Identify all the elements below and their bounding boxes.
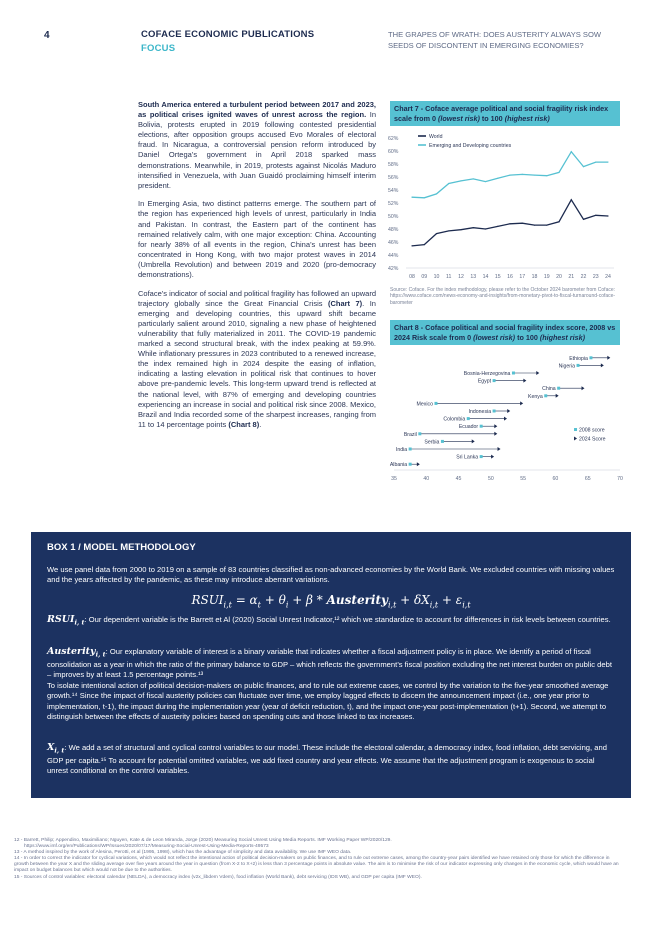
methodology-box — [31, 532, 631, 798]
y-tick-label: 42% — [388, 266, 399, 272]
x-tick-label: 11 — [446, 274, 452, 280]
marker-2024 — [581, 386, 584, 390]
marker-2008 — [512, 372, 515, 375]
paragraph-3-text-a: Coface’s indicator of social and political fragility has followed an upward trajectory globally since the Great Financial Crisis — [138, 288, 376, 308]
chart7-caption — [390, 101, 620, 126]
series-line-world — [412, 200, 608, 246]
data-point — [571, 199, 572, 200]
country-label: India — [395, 447, 408, 453]
data-point — [546, 175, 547, 176]
x-tick-label: 08 — [409, 274, 415, 280]
marker-2008 — [493, 379, 496, 382]
country-label: Serbia — [424, 439, 440, 446]
legend-label: World — [429, 134, 443, 140]
marker-2008 — [409, 463, 412, 466]
austerity-text-b: To isolate intentional action of political decision-makers on public finances, and to rule out extreme cases, we control by the variation to the five-year smoothed average growth.¹⁴ Since the impact of fiscal austerity policies can fluctuate over time, we employ lagged effects to discern the announcement impact (i.e., one year prior to implementation, t-1), the impact during the implementation year (year of deficit reduction, t), and the impact one-year post-implementation (t+1). Second, we attempt to distinguish between the effects of austerity policies based on spending cuts and those linked to tax increases. — [47, 680, 609, 721]
country-label: Ecuador — [458, 424, 479, 431]
paragraph-1-lead: South America entered a turbulent period between 2017 and 2023, as political crises ignited waves of unrest across the region. — [138, 100, 376, 120]
x-tick-label: 17 — [519, 274, 526, 280]
data-point — [546, 225, 547, 226]
x-tick-label: 12 — [458, 274, 464, 280]
x-tick-label: 55 — [520, 476, 527, 482]
x-tick-label: 20 — [556, 274, 562, 280]
data-point — [424, 244, 425, 245]
footnote-14: 14 - In order to correct the indicator for cyclical variations, which would not reflect the intentional action of political decision-makers on public finances, and to rule out extreme cases, among the country-year pairs identified we have retained only those for which the difference in growth between the year X and the sliding average over five years around the year in question (from X-2 to X+2) is less than 3 percentage points in absolute value. The aim is to minimise the risk of our indicator expressing only changes in the economic cycle, which would have an impact on budget balances but which would not be due to the authorities. — [14, 856, 619, 874]
country-label: Kenya — [528, 393, 543, 400]
country-label: Albania — [389, 462, 408, 469]
marker-2008 — [544, 394, 547, 397]
y-tick-label: 58% — [388, 162, 399, 168]
data-point — [411, 245, 412, 246]
model-equation: $RSUI_{i,t} = \alpha_t + \theta_i + \beta$ * Austerity$_{i,t}$ + $\delta X_{i,t} + \varepsilon_{i,t}$ — [191, 593, 471, 610]
x-tick-label: 13 — [470, 274, 477, 280]
country-label: Mexico — [416, 401, 433, 408]
publication-title: COFACE ECONOMIC PUBLICATIONS — [141, 29, 315, 40]
legend-label-2008: 2008 score — [579, 427, 605, 434]
data-point — [509, 174, 510, 175]
y-tick-label: 54% — [388, 188, 399, 194]
y-tick-label: 50% — [388, 214, 399, 220]
legend-label-2024: 2024 Score — [579, 436, 606, 443]
chart7-caption-low: (lowest risk) — [437, 113, 480, 123]
rsui-subscript: i, t — [74, 618, 85, 627]
chart8-dot-chart — [388, 348, 628, 484]
marker-2024 — [523, 379, 526, 383]
marker-2024 — [494, 424, 497, 428]
data-point — [473, 178, 474, 179]
paragraph-2: In Emerging Asia, two distinct patterns emerge. The southern part of the region has experienced high levels of unrest, particularly in India and Pakistan. In contrast, the Eastern part of the continent has remained relatively calm, with one major exception: China. Accounting for nearly 38% of all events in the region, China’s unrest has been concentrated in Hong Kong, with two major protest waves in 2014 (Umbrella Revolution) and between 2019 and 2020 (pro-democracy demonstrations). — [138, 199, 376, 279]
y-tick-label: 46% — [388, 240, 399, 246]
y-tick-label: 62% — [388, 136, 399, 142]
data-point — [571, 151, 572, 152]
x-tick-label: 24 — [605, 274, 611, 280]
y-tick-label: 44% — [388, 253, 399, 259]
controls-text: : We add a set of structural and cyclical control variables to our model. These include the electoral calendar, a democracy index, food inflation, debt servicing, and GDP per capita.¹⁵ To account for potential omitted variables, we add fixed country and year effects. We assume that the adjustment program is exogenous to social unrest conditional on the control variables. — [47, 743, 607, 776]
data-point — [509, 223, 510, 224]
data-point — [460, 229, 461, 230]
chart8-caption-low: (lowest risk) — [473, 332, 516, 342]
marker-2024 — [494, 432, 497, 436]
data-point — [485, 181, 486, 182]
footnote-15: 15 - Sources of control variables: electoral calendar (NELDA), a democracy index (v2x_libdem Vdem), food inflation (World Bank), debt servicing (IDS WB), and GDP per capita (IMF WEO). — [14, 874, 422, 880]
y-tick-label: 56% — [388, 175, 399, 181]
x-subscript: i, t — [54, 746, 65, 755]
page-number: 4 — [44, 30, 50, 41]
x-tick-label: 19 — [543, 274, 550, 280]
data-point — [595, 215, 596, 216]
austerity-variable: Austerity — [47, 646, 96, 657]
x-tick-label: 45 — [455, 476, 462, 482]
data-point — [436, 193, 437, 194]
data-point — [497, 226, 498, 227]
data-point — [411, 197, 412, 198]
y-tick-label: 52% — [388, 201, 399, 207]
chart7-caption-high: (highest risk) — [504, 113, 550, 123]
data-point — [460, 180, 461, 181]
country-label: Sri Lanka — [456, 454, 479, 461]
data-point — [607, 215, 608, 216]
data-point — [448, 230, 449, 231]
chart7-ref: (Chart 7) — [327, 298, 363, 308]
controls-definition — [47, 743, 615, 777]
marker-2024 — [520, 401, 523, 405]
marker-2008 — [434, 402, 437, 405]
section-label: FOCUS — [141, 43, 176, 54]
data-point — [583, 166, 584, 167]
x-tick-label: 22 — [580, 274, 587, 280]
x-tick-label: 35 — [391, 476, 397, 482]
marker-2008 — [480, 455, 483, 458]
data-point — [424, 197, 425, 198]
x-tick-label: 14 — [482, 274, 489, 280]
y-tick-label: 48% — [388, 227, 399, 233]
paragraph-1-text: In Bolivia, protests erupted in 2019 following contested presidential elections, after opposition groups accused Evo Morales of electoral fraud. In Nicaragua, a controversial pension reform introduced by Daniel Ortega’s government in April 2018 sparked mass demonstrations. Meanwhile, in 2019, protests against Nicolás Maduro intensified in Venezuela, with Juan Guaidó proclaiming himself interim president. — [138, 110, 376, 190]
marker-2008 — [409, 448, 412, 451]
x-tick-label: 50 — [487, 476, 494, 482]
country-label: Brazil — [403, 431, 417, 438]
marker-2024 — [417, 462, 420, 466]
marker-2024 — [491, 455, 494, 459]
legend-label: Emerging and Developing countries — [429, 143, 512, 149]
x-tick-label: 40 — [423, 476, 430, 482]
marker-2008 — [441, 440, 444, 443]
paragraph-3-text-c: . — [259, 419, 262, 429]
chart8-caption — [390, 320, 620, 345]
country-label: China — [542, 386, 556, 393]
marker-2024 — [504, 417, 507, 421]
chart8-caption-mid: to 100 — [515, 332, 540, 342]
paragraph-3 — [138, 289, 376, 430]
marker-2024 — [536, 371, 539, 375]
y-tick-label: 60% — [388, 149, 399, 155]
x-tick-label: 70 — [617, 476, 623, 482]
data-point — [485, 228, 486, 229]
x-tick-label: 23 — [592, 274, 599, 280]
footnote-12: 12 - Barrett, Philip; Appendino, Maximiliano; Nguyen, Kate & de Leon Miranda, Jorge (2020) Measuring Social Unrest Using Media Reports. IMF Working Paper WP/2020/129. — [14, 838, 392, 843]
footnote-13: 13 - A method inspired by the work of Alesina, Perotti, et al (1995, 1998), which has the advantage of simplicity and data availability. We use IMF WEO data. — [14, 850, 352, 856]
article-title: THE GRAPES OF WRATH: DOES AUSTERITY ALWAYS SOW SEEDS OF DISCONTENT IN EMERGING ECONOMIES? — [388, 30, 602, 50]
x-tick-label: 21 — [568, 274, 575, 280]
x-tick-label: 16 — [507, 274, 513, 280]
box-title: BOX 1 / MODEL METHODOLOGY — [47, 542, 196, 553]
chart8-caption-text: Chart 8 - Coface political and social fragility index score, 2008 vs 2024 Risk scale from 0 — [394, 323, 616, 342]
x-tick-label: 60 — [552, 476, 559, 482]
legend-swatch-2008 — [574, 428, 577, 431]
body-text — [138, 100, 376, 438]
data-point — [595, 161, 596, 162]
chart7-source: Source: Coface. For the index methodology, please refer to the October 2024 barometer from Coface: https://www.coface.com/news-economy-and-insights/from-monetary-pivot-to-fiscal-turnaround-coface-barometer — [390, 287, 616, 306]
x-tick-label: 15 — [494, 274, 501, 280]
x-variable: X — [47, 742, 55, 753]
marker-2008 — [493, 410, 496, 413]
marker-2008 — [467, 417, 470, 420]
footnotes — [14, 838, 624, 881]
marker-2024 — [507, 409, 510, 413]
legend-swatch-2024 — [574, 437, 577, 441]
data-point — [607, 161, 608, 162]
austerity-subscript: i, t — [95, 650, 106, 659]
data-point — [448, 183, 449, 184]
country-label: Indonesia — [468, 409, 492, 415]
paragraph-1 — [138, 100, 376, 191]
country-label: Bosnia-Herzegovina — [463, 371, 511, 377]
marker-2024 — [556, 394, 559, 398]
marker-2008 — [557, 387, 560, 390]
rsui-definition — [47, 615, 615, 628]
marker-2024 — [601, 363, 604, 367]
data-point — [534, 174, 535, 175]
x-tick-label: 65 — [584, 476, 591, 482]
chart8-caption-high: (highest risk) — [539, 332, 585, 342]
data-point — [436, 233, 437, 234]
box-intro: We use panel data from 2000 to 2019 on a sample of 83 countries classified as non-advanced economies by the World Bank. We excluded countries with missing values and the years affected by the pandemic, as these may introduce aberrant variations. — [47, 565, 615, 585]
data-point — [558, 172, 559, 173]
data-point — [583, 219, 584, 220]
country-label: Colombia — [443, 416, 466, 423]
marker-2024 — [498, 447, 501, 451]
paragraph-3-text-b: . In emerging and developing countries, this upward shift became particularly salient around 2010, signaling a new phase of heightened vulnerability that fully materialized in 2011. The COVID-19 pandemic marked a second structural break, with the index peaking at 59.9%. While inflationary pressures in 2023 contributed to a renewed increase, the index remained high in 2024 despite the easing of inflation, indicating a lasting elevation in political risk that continues to hover above pre-pandemic levels. This long-term upward trend is reflected at the national level, with 87% of emerging and developing countries experiencing an increase in social and political risk since 2008. Mexico, Brazil and India recorded some of the sharpest increases, ranging from 11 to 14 percentage points — [138, 298, 376, 429]
rsui-text: : Our dependent variable is the Barrett et Al (2020) Social Unrest Indicator,¹² which we standardize to account for differences in risk levels between countries. — [84, 615, 611, 624]
marker-2024 — [472, 439, 475, 443]
marker-2008 — [577, 364, 580, 367]
rsui-variable: RSUI — [47, 614, 75, 625]
x-tick-label: 18 — [531, 274, 538, 280]
data-point — [534, 225, 535, 226]
data-point — [558, 221, 559, 222]
marker-2008 — [480, 425, 483, 428]
data-point — [522, 223, 523, 224]
marker-2008 — [418, 432, 421, 435]
chart7-caption-text: Chart 7 - Coface average political and social fragility risk index scale from 0 — [394, 104, 609, 123]
chart7-line-chart — [388, 130, 620, 285]
chart8-ref: (Chart 8) — [228, 419, 260, 429]
country-label: Nigeria — [558, 363, 576, 370]
data-point — [497, 178, 498, 179]
x-tick-label: 09 — [421, 274, 428, 280]
marker-2008 — [589, 356, 592, 359]
data-point — [473, 227, 474, 228]
data-point — [522, 174, 523, 175]
country-label: Ethiopia — [569, 355, 588, 362]
austerity-definition — [47, 647, 615, 722]
marker-2024 — [607, 356, 610, 360]
footnote-12-link: https://www.imf.org/en/Publications/WP/Issues/2020/07/17/Measuring-Social-Unrest-Using-Media-Reports-49573 — [24, 844, 269, 850]
x-tick-label: 10 — [433, 274, 440, 280]
country-label: Egypt — [477, 378, 492, 385]
chart7-caption-mid: to 100 — [479, 113, 505, 123]
austerity-text-a: : Our explanatory variable of interest is a binary variable that indicates whether a fiscal adjustment policy is in place. We identify a period of fiscal consolidation as a year in which the ratio of the primary balance to GDP – which reflects the government’s fiscal position excluding the net interest burden on public debt – improves by at least 1.5 percentage points.¹³ — [47, 647, 612, 680]
